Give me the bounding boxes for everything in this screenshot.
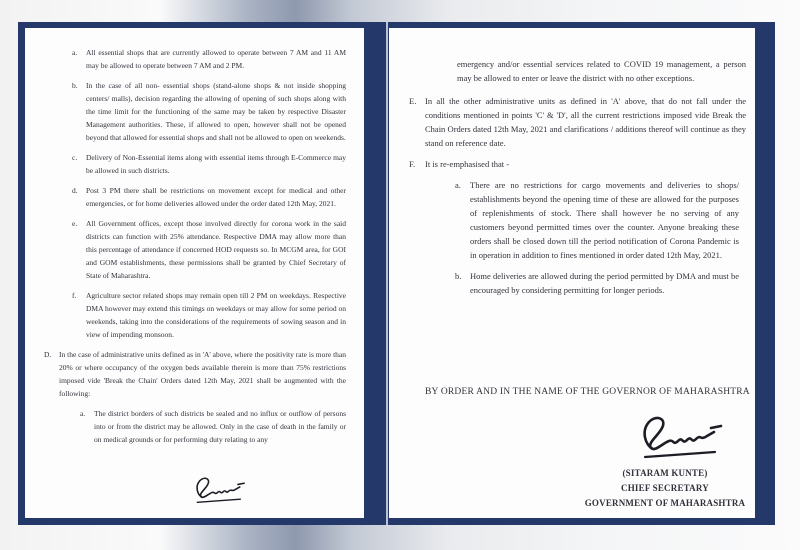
clause-marker: a. (455, 180, 461, 190)
signatory-block (577, 466, 753, 511)
clause-marker: c. (72, 153, 78, 162)
clause-marker: e. (72, 219, 78, 228)
signatory-name: (SITARAM KUNTE) (622, 468, 708, 478)
page-gap-divider (386, 22, 388, 525)
clause-marker: d. (72, 186, 78, 195)
section-marker: F. (409, 159, 416, 169)
section-E (409, 94, 746, 150)
clause-F-a (455, 178, 739, 262)
clause-text: In the case of all non- essential shops (stand-alone shops & not inside shopping centers/ malls), decision regarding the allowing of opening of such shops along with the time limit for the functioning of the same may be taken by respective Disaster Management authorities. These, if allowed to open, however shall not be opened beyond that allowed for essential shops and shall not be allowed to open on weekends. (86, 81, 346, 142)
section-F (409, 157, 746, 171)
section-text: In all the other administrative units as defined in 'A' above, that do not fall under the conditions mentioned in points 'C' & 'D', all the current restrictions imposed vide Break the Chain Orders dated 12th May, 2021 and clarifications / additions thereof will continue as they stand on reference date. (425, 96, 746, 148)
section-marker: E. (409, 96, 417, 106)
signatory-title: CHIEF SECRETARY (621, 483, 709, 493)
clause-b (72, 79, 346, 144)
clause-text: All essential shops that are currently allowed to operate between 7 AM and 11 AM may be allowed to operate between 7 AM and 2 PM. (86, 48, 346, 70)
clause-marker: a. (72, 48, 78, 57)
clause-f (72, 289, 346, 341)
clause-F-b (455, 269, 739, 297)
clause-a (72, 46, 346, 72)
section-marker: D. (44, 350, 52, 359)
section-text: In the case of administrative units defined as in 'A' above, where the positivity rate is more than 20% or where occupancy of the oxygen beds available therein is more than 75% restrictions imposed vide 'Break the Chain' Orders dated 12th May, 2021 shall be augmented with the following: (59, 350, 346, 398)
document-page-right (389, 28, 755, 518)
continuation-paragraph: emergency and/or essential services related to COVID 19 management, a person may be allowed to enter or leave the district with no other exceptions. (457, 59, 746, 83)
clause-marker: a. (80, 409, 86, 418)
by-order-line: BY ORDER AND IN THE NAME OF THE GOVERNOR OF MAHARASHTRA (425, 387, 750, 397)
clause-marker: b. (72, 81, 78, 90)
clause-text: Delivery of Non-Essential items along with essential items through E-Commerce may be allowed in such districts. (86, 153, 346, 175)
document-frame (18, 22, 775, 525)
clause-text: Agriculture sector related shops may remain open till 2 PM on weekdays. Respective DMA however may extend this timings on weekdays or may allow for some period on weekends, taking into the considerations of the requirements of sowing season and in view of impending monsoon. (86, 291, 346, 339)
signature-chief-secretary (631, 411, 723, 463)
clause-text: Post 3 PM there shall be restrictions on movement except for medical and other emergencies, or for home deliveries allowed under the order dated 12th May, 2021. (86, 186, 346, 208)
section-D (44, 348, 346, 400)
clause-marker: b. (455, 271, 462, 281)
clause-marker: f. (72, 291, 77, 300)
signatory-org: GOVERNMENT OF MAHARASHTRA (584, 498, 746, 508)
document-page-left (25, 28, 364, 518)
clause-d (72, 184, 346, 210)
signature-initials-left-page (185, 474, 249, 506)
clause-text: All Government offices, except those involved directly for corona work in the said districts can function with 25% attendance. Respective DMA may allow more than this percentage of attendance if concerned HOD requests so. In MCGM area, for GOI and GOM establishments, these permissions shall be granted by Chief Secretary of State of Maharashtra. (86, 219, 346, 280)
section-text: It is re-emphasised that - (425, 159, 510, 169)
clause-text: Home deliveries are allowed during the period permitted by DMA and must be encouraged by considering permitting for longer periods. (470, 271, 739, 295)
clause-c (72, 151, 346, 177)
clause-e (72, 217, 346, 282)
sub-clause-a (80, 407, 346, 446)
clause-text: The district borders of such districts be sealed and no influx or outflow of persons into or from the district may be allowed. Only in the case of death in the family or on medical grounds or for performing duty relating to any (94, 409, 346, 444)
clause-text: There are no restrictions for cargo movements and deliveries to shops/ establishments beyond the opening time of these are allowed for the purposes of replenishments of stock. There shall however be no serving of any customers beyond permitted times over the counter. Anyone breaking these orders shall be closed down till the period notification of Corona Pandemic is in operation in addition to fines mentioned in order dated 12th May, 2021. (470, 180, 739, 260)
